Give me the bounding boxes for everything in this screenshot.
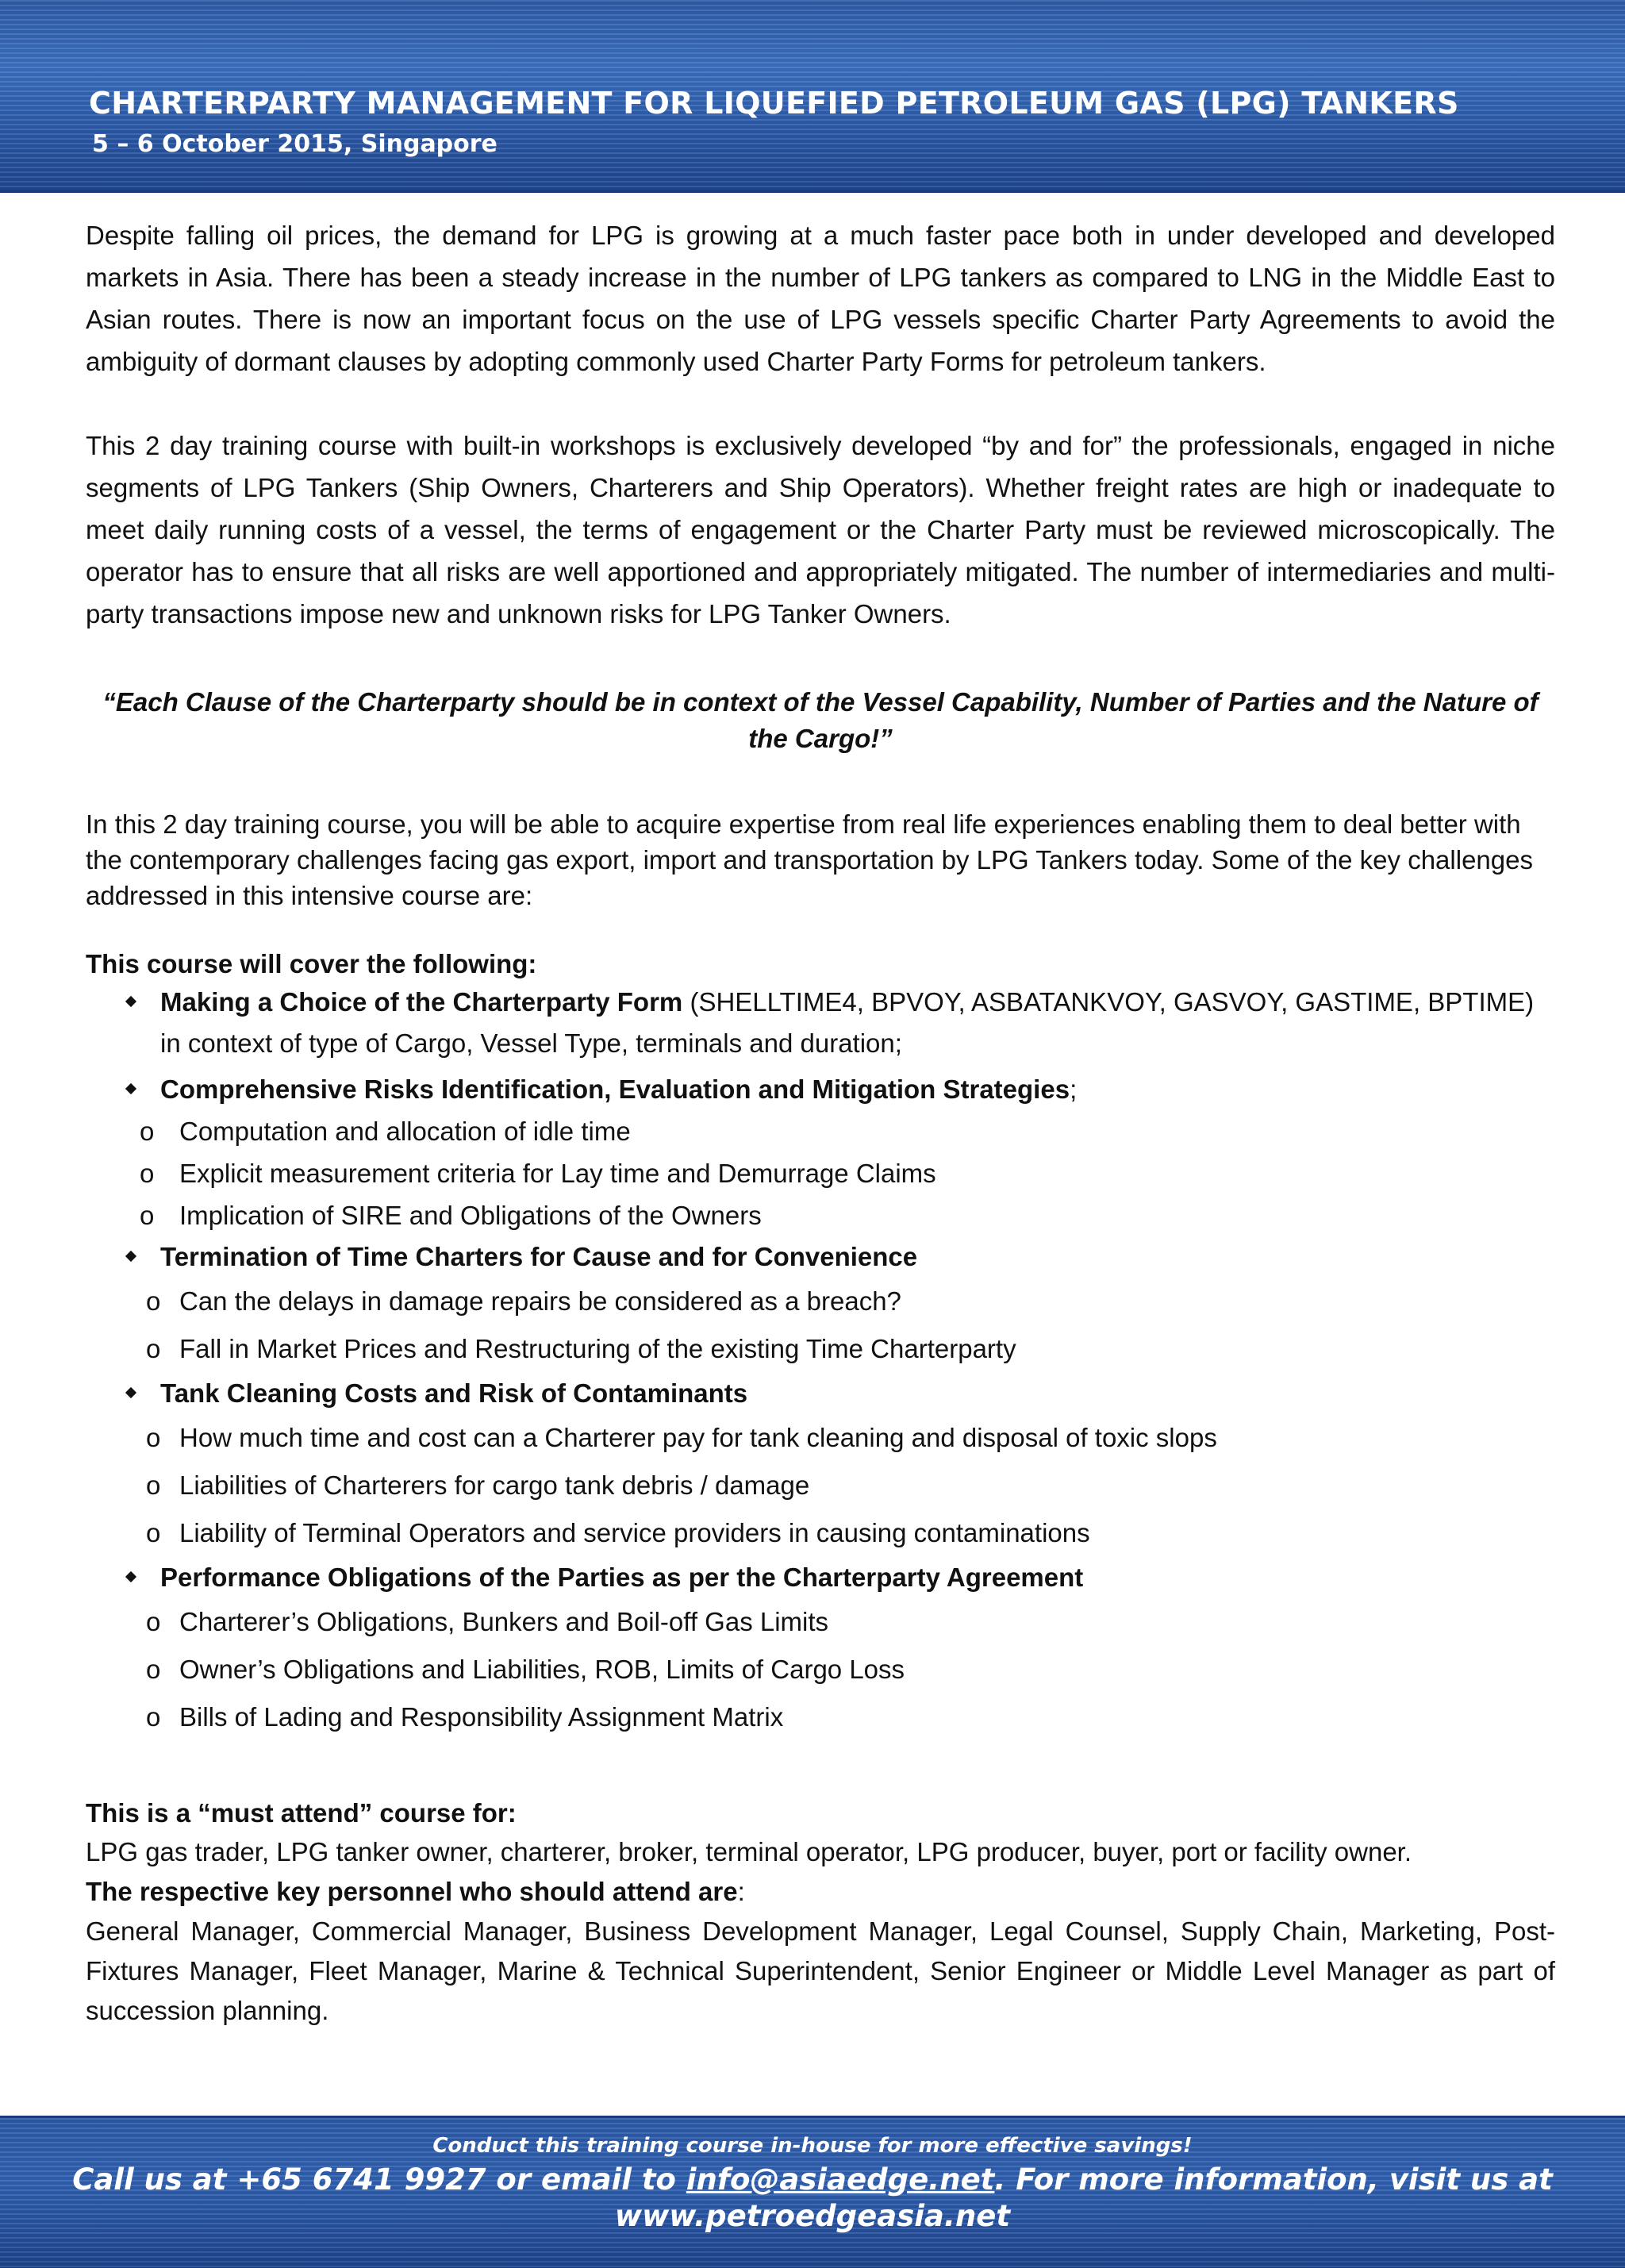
subtopic-list bbox=[86, 1110, 1555, 1236]
topic-title: Termination of Time Charters for Cause and for Convenience bbox=[160, 1242, 918, 1271]
subtopic-list bbox=[86, 1278, 1555, 1373]
subtopic-item bbox=[86, 1598, 1555, 1646]
topic-detail: ; bbox=[1070, 1074, 1078, 1104]
circle-bullet-icon: o bbox=[140, 1159, 155, 1188]
subtopic-item bbox=[86, 1152, 1555, 1194]
course-topic-list bbox=[86, 982, 1555, 1110]
email-link[interactable]: info@asiaedge.net bbox=[686, 2162, 995, 2197]
subtopic-text: Charterer’s Obligations, Bunkers and Boil-off Gas Limits bbox=[179, 1607, 829, 1636]
subtopic-item bbox=[86, 1414, 1555, 1462]
circle-bullet-icon: o bbox=[140, 1117, 155, 1146]
diamond-bullet-icon bbox=[125, 996, 136, 1007]
course-topic-list bbox=[86, 1236, 1555, 1278]
circle-bullet-icon: o bbox=[140, 1201, 155, 1230]
website-link[interactable]: www.petroedgeasia.net bbox=[614, 2199, 1011, 2233]
lead-in-paragraph: In this 2 day training course, you will be able to acquire expertise from real life experiences enabling them to deal better with the contemporary challenges facing gas export, import and transportation by LPG Tankers today. Some of the key challenges addressed in this intensive course are: bbox=[86, 809, 1533, 910]
topic-item bbox=[86, 982, 1555, 1064]
circle-bullet-icon: o bbox=[146, 1607, 161, 1636]
topic-item bbox=[86, 1069, 1555, 1110]
subtopic-text: Implication of SIRE and Obligations of the Owners bbox=[179, 1201, 762, 1230]
subtopic-item bbox=[86, 1693, 1555, 1741]
header-banner bbox=[0, 0, 1625, 193]
key-personnel-label: The respective key personnel who should attend are bbox=[86, 1877, 738, 1906]
target-audience: LPG gas trader, LPG tanker owner, charterer, broker, terminal operator, LPG producer, buyer, port or facility owner. bbox=[86, 1837, 1412, 1866]
topic-item bbox=[86, 1236, 1555, 1278]
circle-bullet-icon: o bbox=[146, 1334, 161, 1363]
subtopic-text: Bills of Lading and Responsibility Assignment Matrix bbox=[179, 1702, 784, 1732]
subtopic-text: Liabilities of Charterers for cargo tank debris / damage bbox=[179, 1470, 810, 1500]
subtopic-text: Computation and allocation of idle time bbox=[179, 1117, 631, 1146]
footer-banner bbox=[0, 2116, 1625, 2268]
topic-item bbox=[86, 1373, 1555, 1414]
subtopic-text: How much time and cost can a Charterer pay for tank cleaning and disposal of toxic slops bbox=[179, 1423, 1217, 1452]
intro-paragraph-1: Despite falling oil prices, the demand for LPG is growing at a much faster pace both in under developed and developed markets in Asia. There has been a steady increase in the number of LPG tankers as compared to LNG in the Middle East to Asian routes. There is now an important focus on the use of LPG vessels specific Charter Party Agreements to avoid the ambiguity of dormant clauses by adopting commonly used Charter Party Forms for petroleum tankers. bbox=[86, 221, 1555, 376]
circle-bullet-icon: o bbox=[146, 1470, 161, 1500]
subtopic-text: Explicit measurement criteria for Lay time and Demurrage Claims bbox=[179, 1159, 936, 1188]
course-date-location: 5 – 6 October 2015, Singapore bbox=[92, 130, 497, 158]
topic-title: Making a Choice of the Charterparty Form bbox=[160, 987, 683, 1017]
circle-bullet-icon: o bbox=[146, 1655, 161, 1684]
topic-item bbox=[86, 1557, 1555, 1598]
topic-detail: (SHELLTIME4, BPVOY, ASBATANKVOY, GASVOY, GASTIME, BPTIME) in context of type of Cargo, Vessel Type, terminals and duration; bbox=[160, 987, 1535, 1058]
course-topic-list bbox=[86, 1373, 1555, 1414]
subtopic-item bbox=[86, 1194, 1555, 1236]
circle-bullet-icon: o bbox=[146, 1518, 161, 1547]
diamond-bullet-icon bbox=[125, 1387, 136, 1398]
subtopic-item bbox=[86, 1325, 1555, 1373]
key-personnel-roles: General Manager, Commercial Manager, Business Development Manager, Legal Counsel, Supply Chain, Marketing, Post-Fixtures Manager, Fleet Manager, Marine & Technical Superintendent, Senior Engineer or Middle Level Manager as part of succession planning. bbox=[86, 1916, 1555, 2025]
subtopic-list bbox=[86, 1598, 1555, 1741]
course-coverage-heading: This course will cover the following: bbox=[86, 949, 537, 978]
subtopic-item bbox=[86, 1278, 1555, 1325]
subtopic-text: Owner’s Obligations and Liabilities, ROB, Limits of Cargo Loss bbox=[179, 1655, 905, 1684]
subtopic-item bbox=[86, 1462, 1555, 1509]
subtopic-item bbox=[86, 1646, 1555, 1693]
pull-quote: “Each Clause of the Charterparty should be in context of the Vessel Capability, Number of Parties and the Nature of the Cargo!” bbox=[102, 687, 1539, 753]
must-attend-heading: This is a “must attend” course for: bbox=[86, 1798, 517, 1828]
diamond-bullet-icon bbox=[125, 1571, 136, 1582]
diamond-bullet-icon bbox=[125, 1251, 136, 1262]
diamond-bullet-icon bbox=[125, 1083, 136, 1094]
topic-title: Comprehensive Risks Identification, Evaluation and Mitigation Strategies bbox=[160, 1074, 1070, 1104]
contact-more-info-text: . For more information, visit us at bbox=[994, 2162, 1553, 2197]
circle-bullet-icon: o bbox=[146, 1702, 161, 1732]
subtopic-text: Can the delays in damage repairs be considered as a breach? bbox=[179, 1286, 901, 1316]
subtopic-item bbox=[86, 1509, 1555, 1557]
main-content bbox=[86, 214, 1555, 2031]
key-personnel-colon: : bbox=[737, 1877, 745, 1906]
key-personnel-heading bbox=[86, 1872, 1555, 1912]
topic-title: Performance Obligations of the Parties as per the Charterparty Agreement bbox=[160, 1563, 1084, 1592]
topic-title: Tank Cleaning Costs and Risk of Contaminants bbox=[160, 1378, 748, 1408]
footer-tagline: Conduct this training course in-house for more effective savings! bbox=[432, 2134, 1193, 2158]
subtopic-text: Liability of Terminal Operators and service providers in causing contaminations bbox=[179, 1518, 1090, 1547]
course-title: CHARTERPARTY MANAGEMENT FOR LIQUEFIED PETROLEUM GAS (LPG) TANKERS bbox=[89, 86, 1459, 121]
contact-phone-text: Call us at +65 6741 9927 or email to bbox=[72, 2162, 686, 2197]
intro-paragraph-2: This 2 day training course with built-in workshops is exclusively developed “by and for” the professionals, engaged in niche segments of LPG Tankers (Ship Owners, Charterers and Ship Operators). Whether freight rates are high or inadequate to meet daily running costs of a vessel, the terms of engagement or the Charter Party must be reviewed microscopically. The operator has to ensure that all risks are well apportioned and appropriately mitigated. The number of intermediaries and multi-party transactions impose new and unknown risks for LPG Tanker Owners. bbox=[86, 431, 1555, 629]
circle-bullet-icon: o bbox=[146, 1423, 161, 1452]
footer-contact-line bbox=[0, 2162, 1625, 2197]
subtopic-item bbox=[86, 1110, 1555, 1152]
subtopic-text: Fall in Market Prices and Restructuring of the existing Time Charterparty bbox=[179, 1334, 1016, 1363]
course-topic-list bbox=[86, 1557, 1555, 1598]
subtopic-list bbox=[86, 1414, 1555, 1557]
circle-bullet-icon: o bbox=[146, 1286, 161, 1316]
